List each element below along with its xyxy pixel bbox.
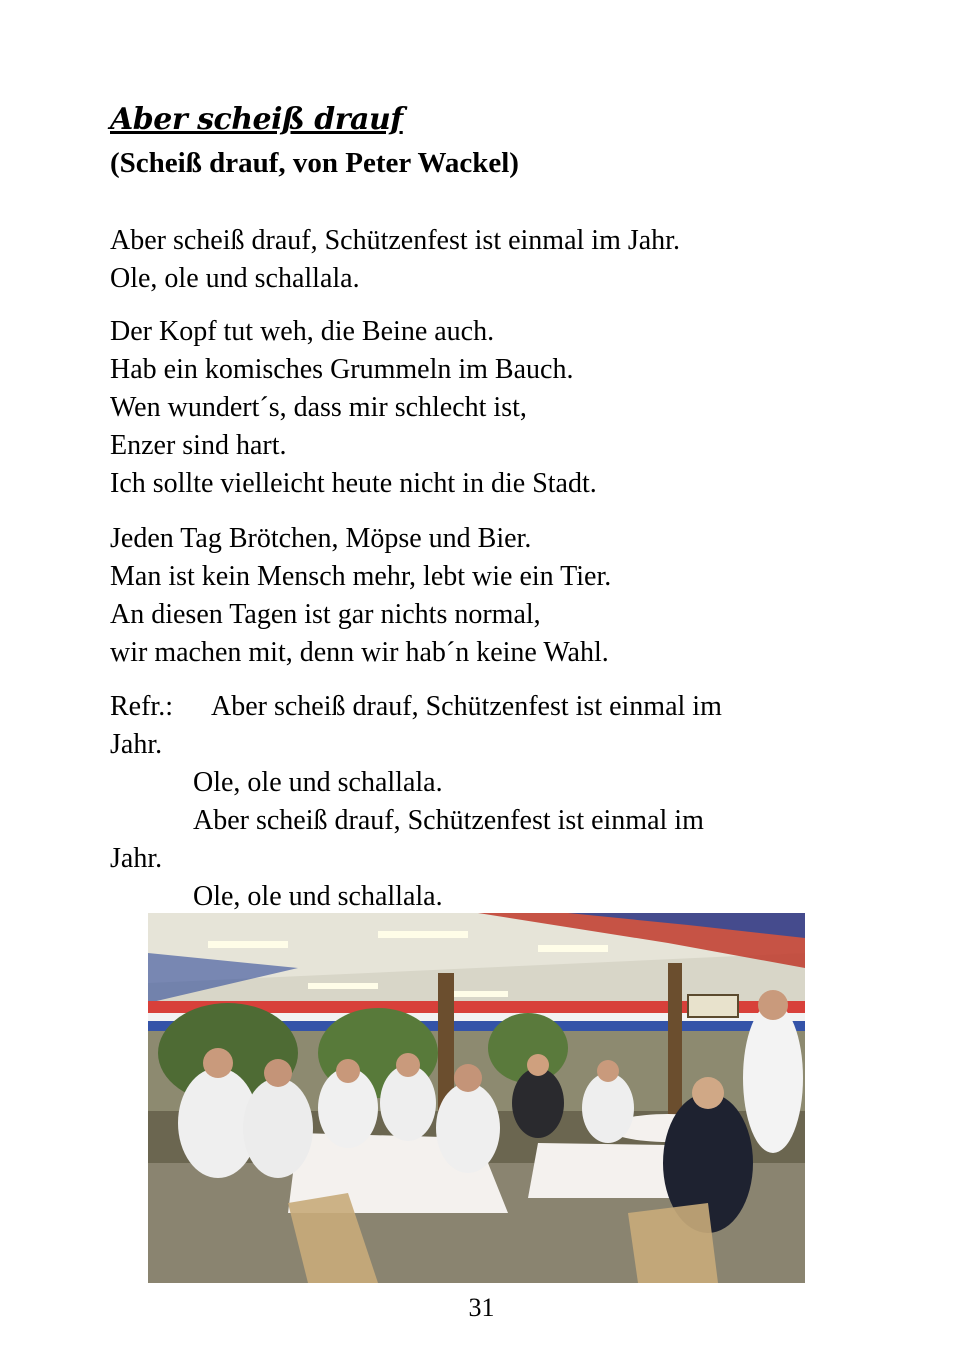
lyric-line: Man ist kein Mensch mehr, lebt wie ein Tier. — [110, 561, 612, 592]
refrain-line — [110, 688, 830, 726]
refrain-line: Ole, ole und schallala. — [193, 767, 443, 798]
refrain-wrap: Jahr. — [110, 843, 163, 874]
page-number: 31 — [468, 1293, 495, 1322]
stanza-1 — [110, 222, 830, 298]
lyric-line: Ich sollte vielleicht heute nicht in die Stadt. — [110, 468, 597, 499]
song-subtitle: (Scheiß drauf, von Peter Wackel) — [110, 147, 519, 179]
refrain-wrap: Jahr. — [110, 729, 163, 760]
festival-hall-photo — [148, 913, 805, 1283]
refrain-text: Aber scheiß drauf, Schützenfest ist einmal im — [211, 691, 722, 722]
refrain-label: Refr.: — [110, 691, 173, 722]
refrain — [110, 688, 830, 916]
lyric-line: Jeden Tag Brötchen, Möpse und Bier. — [110, 523, 532, 554]
lyric-line: Aber scheiß drauf, Schützenfest ist einmal im Jahr. — [110, 225, 680, 256]
stanza-2 — [110, 313, 830, 503]
stanza-3 — [110, 520, 830, 672]
lyric-line: Ole, ole und schallala. — [110, 263, 360, 294]
lyric-line: Hab ein komisches Grummeln im Bauch. — [110, 354, 574, 385]
lyric-line: An diesen Tagen ist gar nichts normal, — [110, 599, 541, 630]
song-title: Aber scheiß drauf — [110, 102, 403, 137]
lyric-line: Enzer sind hart. — [110, 430, 287, 461]
lyric-line: wir machen mit, denn wir hab´n keine Wahl. — [110, 637, 609, 668]
lyric-line: Wen wundert´s, dass mir schlecht ist, — [110, 392, 527, 423]
lyric-line: Der Kopf tut weh, die Beine auch. — [110, 316, 495, 347]
refrain-line: Ole, ole und schallala. — [193, 881, 443, 912]
refrain-line: Aber scheiß drauf, Schützenfest ist einmal im — [193, 805, 704, 836]
